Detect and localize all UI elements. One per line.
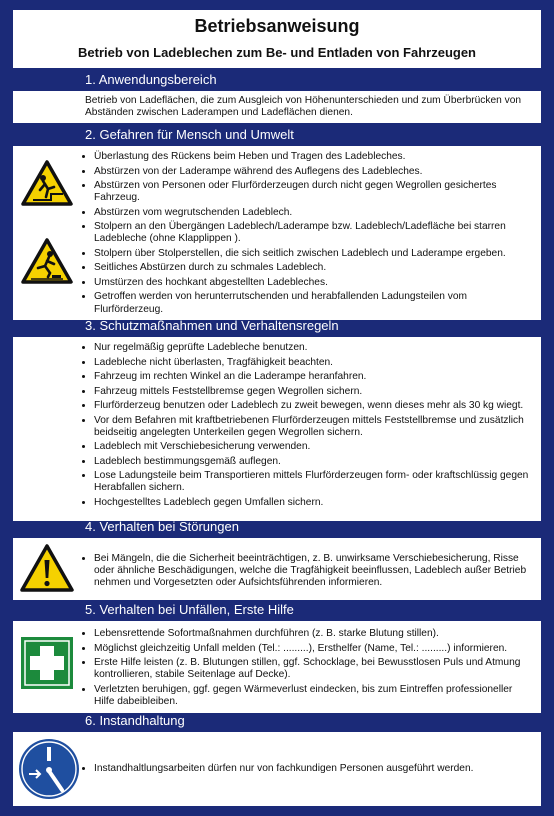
section-heading-protective-measures: 3. Schutzmaßnahmen und Verhaltensregeln [85,318,339,333]
list-item: • Nur regelmäßig geprüfte Ladebleche benutzen. [94,341,535,354]
disconnect-power-icon [18,738,80,800]
accident-icons [13,621,81,713]
list-item: • Abstürzen von Personen oder Flurförderzeugen durch nicht gegen Wegrollen gesichertes Fahrzeug. [94,179,535,204]
malfunction-list [85,552,535,590]
measures-content [85,341,535,510]
section-heading-malfunction: 4. Verhalten bei Störungen [85,519,239,534]
list-item: • Umstürzen des hochkant abgestellten Ladebleches. [94,276,535,289]
list-item: • Ladeblech mit Verschiebesicherung verwenden. [94,440,535,453]
list-item: • Fahrzeug mittels Feststellbremse gegen Wegrollen sichern. [94,385,535,398]
list-item: • Instandhaltlungsarbeiten dürfen nur von fachkundigen Personen ausgeführt werden. [94,762,535,775]
section-heading-maintenance: 6. Instandhaltung [85,713,185,728]
warning-fall-icon [21,160,73,206]
list-item: • Lebensrettende Sofortmaßnahmen durchführen (z. B. starke Blutung stillen). [94,627,535,640]
hazards-content [85,150,535,317]
hazards-list [85,150,535,316]
title-box [13,10,541,68]
list-item: • Verletzten beruhigen, ggf. gegen Wärmeverlust eindecken, bis zum Eintreffen professioneller Hilfe dabeibleiben. [94,683,535,708]
list-item: • Abstürzen vom wegrutschenden Ladeblech. [94,206,535,219]
section-heading-application: 1. Anwendungsbereich [85,72,217,87]
section-box-maintenance [13,732,541,806]
measures-list [85,341,535,509]
list-item: • Lose Ladungsteile beim Transportieren mittels Flurförderzeugen form- oder kraftschlüssig gegen Herabfallen sichern. [94,469,535,494]
list-item: • Flurförderzeug benutzen oder Ladeblech zu zweit bewegen, wenn dieses mehr als 30 kg wiegt. [94,399,535,412]
operating-instructions-sheet [7,6,547,810]
list-item: • Abstürzen von der Laderampe während des Auflegens des Ladebleches. [94,165,535,178]
warning-exclamation-icon [20,544,74,592]
section-box-accidents [13,621,541,713]
page-subtitle: Betrieb von Ladeblechen zum Be- und Entladen von Fahrzeugen [78,45,476,60]
list-item: • Bei Mängeln, die die Sicherheit beeinträchtigen, z. B. unwirksame Verschiebesicherung, Risse oder ähnliche Beschädigungen, welche die Tragfähigkeit beeinflussen, Ladeblech außer Betrieb nehmen und Vorgesetzten oder Aufsichtsführenden informieren. [94,552,535,590]
maintenance-content [85,762,535,777]
section-box-application [13,91,541,123]
list-item: • Ladebleche nicht überlasten, Tragfähigkeit beachten. [94,356,535,369]
page-title: Betriebsanweisung [194,16,360,36]
list-item: • Möglichst gleichzeitig Unfall melden (Tel.: .........), Ersthelfer (Name, Tel.: .........) informieren. [94,642,535,655]
list-item: • Fahrzeug im rechten Winkel an die Laderampe heranfahren. [94,370,535,383]
list-item: • Seitliches Abstürzen durch zu schmales Ladeblech. [94,261,535,274]
list-item: • Ladeblech bestimmungsgemäß auflegen. [94,455,535,468]
hazard-icons [13,146,81,320]
accidents-list [85,627,535,708]
maintenance-icons [13,732,81,806]
application-text: Betrieb von Ladeflächen, die zum Ausgleich von Höhenunterschieden und zum Überbrücken von Abständen zwischen Laderampen und Ladeflächen dienen. [85,95,522,119]
list-item: • Vor dem Befahren mit kraftbetriebenen Flurförderzeugen mittels Feststellbremse und zusätzlich beidseitig angelegten Unterkeilen gegen Wegrollen sichern. [94,414,535,439]
list-item: • Getroffen werden von herunterrutschenden und herabfallenden Ladungsteilen vom Flurförderzeug. [94,290,535,315]
list-item: • Erste Hilfe leisten (z. B. Blutungen stillen, ggf. Schocklage, bei Bewusstlosen Puls und Atmung kontrollieren, stabile Seitenlage auf Decke). [94,656,535,681]
section-box-hazards [13,146,541,320]
section-heading-hazards: 2. Gefahren für Mensch und Umwelt [85,127,294,142]
warning-trip-icon [21,238,73,284]
malfunction-icons [13,538,81,600]
list-item: • Stolpern an den Übergängen Ladeblech/Laderampe bzw. Ladeblech/Ladefläche bei starren Ladebleche (ohne Klapplippen ). [94,220,535,245]
malfunction-content [85,552,535,591]
section-box-protective-measures [13,337,541,521]
first-aid-icon [21,637,73,689]
section-box-malfunction [13,538,541,600]
accidents-content [85,627,535,709]
list-item: • Hochgestelltes Ladeblech gegen Umfallen sichern. [94,496,535,509]
list-item: • Stolpern über Stolperstellen, die sich seitlich zwischen Ladeblech und Laderampe ergeben. [94,247,535,260]
maintenance-list [85,762,535,775]
section-heading-accidents: 5. Verhalten bei Unfällen, Erste Hilfe [85,602,294,617]
list-item: • Überlastung des Rückens beim Heben und Tragen des Ladebleches. [94,150,535,163]
